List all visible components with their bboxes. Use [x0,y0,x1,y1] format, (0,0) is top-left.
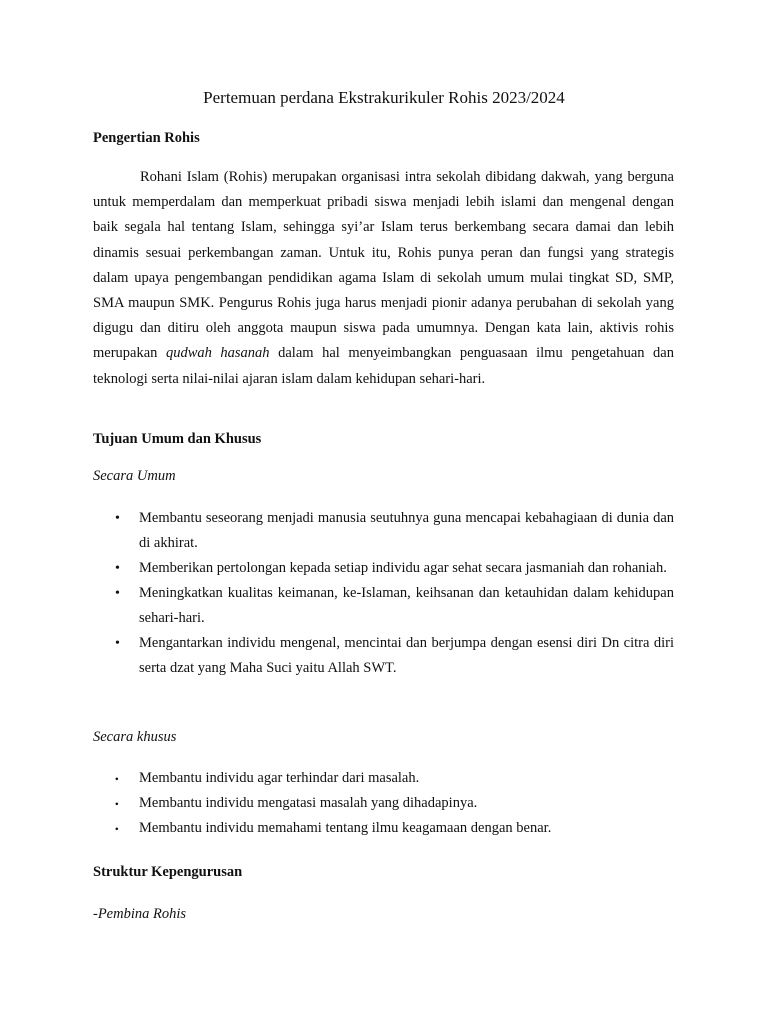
document-title: Pertemuan perdana Ekstrakurikuler Rohis 2023/2024 [203,88,565,107]
bullet-icon: • [115,586,120,601]
heading-pengertian-rohis: Pengertian Rohis [93,130,200,146]
list-item: • Mengantarkan individu mengenal, mencintai dan berjumpa dengan esensi diri Dn citra diri serta dzat yang Maha Suci yaitu Allah SWT. [93,631,674,681]
list-secara-khusus [93,766,674,841]
list-item: • Meningkatkan kualitas keimanan, ke-Islaman, keihsanan dan ketauhidan dalam kehidupan sehari-hari. [93,581,674,631]
bullet-icon: • [113,823,121,836]
list-item: • Membantu individu mengatasi masalah yang dihadapinya. [93,791,674,816]
subheading-pembina-rohis: -Pembina Rohis [93,906,187,922]
bullet-icon: • [113,798,121,811]
bullet-icon: • [115,636,120,651]
list-item: • Memberikan pertolongan kepada setiap individu agar sehat secara jasmaniah dan rohaniah. [93,556,674,581]
bullet-icon: • [113,773,121,786]
bullet-icon: • [115,561,120,576]
bullet-icon: • [115,511,120,526]
subheading-secara-khusus: Secara khusus [93,729,177,745]
paragraph-emphasis: qudwah hasanah [165,345,270,362]
paragraph-pengertian [93,165,674,392]
heading-struktur: Struktur Kepengurusan [93,864,243,880]
subheading-secara-umum: Secara Umum [93,468,176,484]
heading-tujuan: Tujuan Umum dan Khusus [93,431,262,447]
list-item: • Membantu individu memahami tentang ilmu keagamaan dengan benar. [93,816,674,841]
list-item: • Membantu seseorang menjadi manusia seutuhnya guna mencapai kebahagiaan di dunia dan di akhirat. [93,506,674,556]
paragraph-text-b: dalam hal menyeimbangkan penguasaan ilmu pengetahuan dan teknologi serta nilai-nilai ajaran islam dalam kehidupan sehari-hari. [93,345,674,387]
list-secara-umum [93,506,674,681]
paragraph-text-a: Rohani Islam (Rohis) merupakan organisasi intra sekolah dibidang dakwah, yang berguna untuk memperdalam dan memperkuat pribadi siswa menjadi lebih islami dan mengenal dengan baik segala hal tentang Islam, sehingga syi’ar Islam terus berkembang secara damai dan lebih dinamis sesuai perkembangan zaman. Untuk itu, Rohis punya peran dan fungsi yang strategis dalam upaya pengembangan pendidikan agama Islam di sekolah umum mulai tingkat SD, SMP, SMA maupun SMK. Pengurus Rohis juga harus menjadi pionir adanya perubahan di sekolah yang digugu dan ditiru oleh anggota maupun siswa pada umumnya. Dengan kata lain, aktivis rohis merupakan [93,169,674,362]
list-item: • Membantu individu agar terhindar dari masalah. [93,766,674,791]
